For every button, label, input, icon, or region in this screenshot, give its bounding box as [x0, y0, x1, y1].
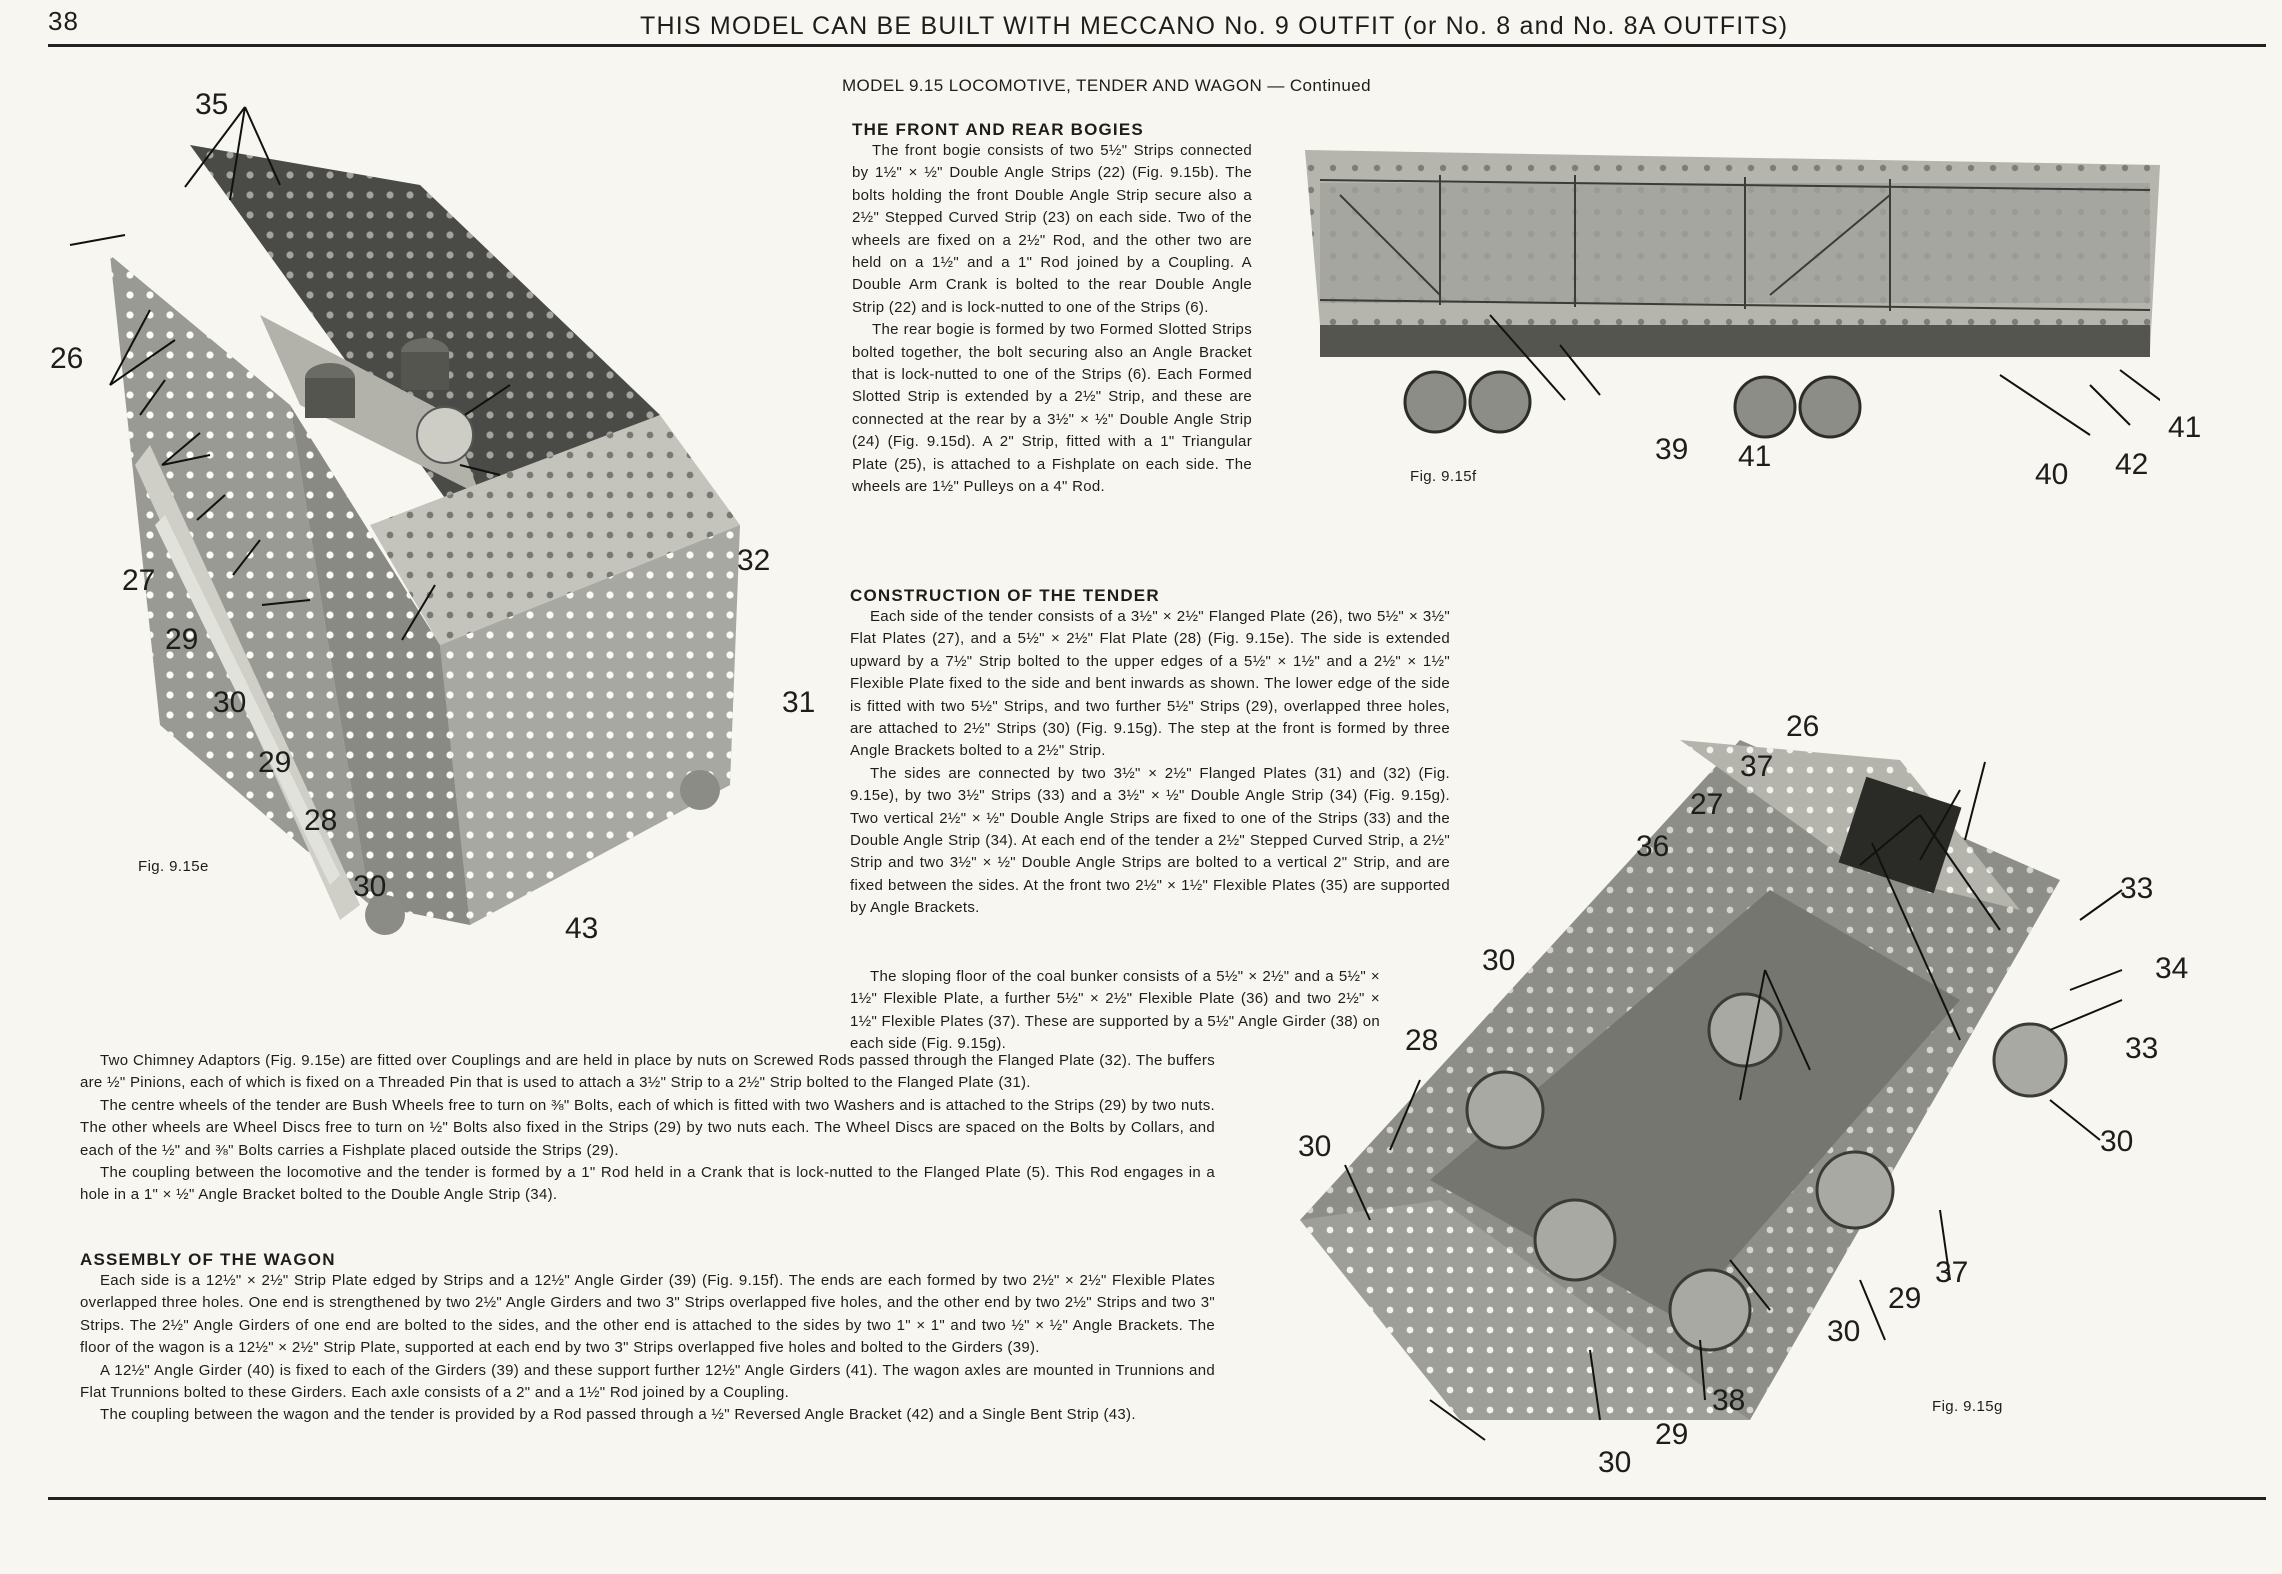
- callout-label: 32: [737, 544, 771, 577]
- callout-label: 37: [1740, 750, 1774, 783]
- callout-label: 38: [1712, 1384, 1746, 1417]
- callout-label: 42: [2115, 448, 2149, 481]
- figure-9-15e-photo: [40, 85, 840, 965]
- header-rule: [48, 44, 2266, 47]
- callout-label: 29: [1888, 1282, 1922, 1315]
- paragraph: Each side is a 12½" × 2½" Strip Plate edged by Strips and a 12½" Angle Girder (39) (Fig. 9.15f). The ends are each formed by two 2½" × 2½" Flexible Plates overlapped three holes. One end is strengthened by two 2½" Angle Girders and two 3" Strips overlapped five holes, and the other end by two 2½" Strips and two 3" Strips. The 2½" Angle Girders of one end are bolted to the sides, and the other end is attached to the sides by two 1" × 1" and two ½" × ½" Angle Brackets. The floor of the wagon is a 12½" × 2½" Strip Plate, supported at each end by two 3" Strips overlapped five holes and bolted to the Girders (39).: [80, 1272, 1215, 1357]
- callout-label: 39: [1655, 433, 1689, 466]
- figure-caption-9-15e: Fig. 9.15e: [138, 858, 209, 875]
- paragraph: A 12½" Angle Girder (40) is fixed to each of the Girders (39) and these support further 12½" Angle Girders (41). The wagon axles are mounted in Trunnions and Flat Trunnions bolted to these Girders. Each axle consists of a 2" and a 1½" Rod joined by a Coupling.: [80, 1361, 1215, 1402]
- callout-label: 40: [2035, 458, 2069, 491]
- callout-label: 30: [1827, 1315, 1861, 1348]
- callout-label: 34: [2155, 952, 2189, 985]
- paragraph: The rear bogie is formed by two Formed Slotted Strips bolted together, the bolt securing also an Angle Bracket that is lock-nutted to one of the Strips (6). Each Formed Slotted Strip is extended by a 2½" Strip, and these are connected at the rear by a 3½" × ½" Double Angle Strip (24) (Fig. 9.15d). A 2" Strip, fitted with a 1" Triangular Plate (25), is attached to a Fishplate on each side. The wheels are 1½" Pulleys on a 4" Rod.: [852, 321, 1252, 496]
- paragraph: The centre wheels of the tender are Bush Wheels free to turn on ⅜" Bolts, each of which is fitted with two Washers and is attached to the Strips (29) by two nuts. The other wheels are Wheel Discs free to turn on ½" Bolts also fixed in the Strips (29) by two nuts each. The Wheel Discs are spaced on the Bolts by Collars, and each of the ½" and ⅜" Bolts carries a Fishplate placed outside the Strips (29).: [80, 1096, 1215, 1159]
- callout-label: 43: [565, 912, 599, 945]
- paragraph: The sides are connected by two 3½" × 2½" Flanged Plates (31) and (32) (Fig. 9.15e), by two 3½" Strips (33) and a 3½" × ½" Double Angle Strip (34) (Fig. 9.15g). Two vertical 2½" × ½" Double Angle Strips are fixed to one of the Strips (33) and the Double Angle Strip (34). At each end of the tender a 2½" Stepped Curved Strip, a 2½" Strip and two 3½" × ½" Double Angle Strips are bolted to a vertical 2" Strip, and are fixed between the sides. At the front two 2½" × 1½" Flexible Plates (35) are supported by Angle Brackets.: [850, 764, 1450, 917]
- running-head: THIS MODEL CAN BE BUILT WITH MECCANO No. 9 OUTFIT (or No. 8 and No. 8A OUTFITS): [640, 12, 1789, 40]
- callout-label: 33: [2120, 872, 2154, 905]
- callout-label: 29: [1655, 1418, 1689, 1451]
- callout-label: 29: [258, 746, 292, 779]
- model-heading: MODEL 9.15 LOCOMOTIVE, TENDER AND WAGON — Continued: [842, 76, 1371, 95]
- section-heading-bogies: THE FRONT AND REAR BOGIES: [852, 120, 1144, 139]
- callout-label: 33: [2125, 1032, 2159, 1065]
- footer-rule: [48, 1497, 2266, 1500]
- figure-9-15f-photo: [1300, 135, 2160, 475]
- section-heading-tender: CONSTRUCTION OF THE TENDER: [850, 586, 1160, 605]
- callout-label: 41: [2168, 411, 2202, 444]
- callout-label: 27: [122, 564, 156, 597]
- callout-label: 36: [1636, 830, 1670, 863]
- callout-label: 29: [165, 623, 199, 656]
- paragraph: The coupling between the locomotive and the tender is formed by a 1" Rod held in a Crank that is lock-nutted to the Flanged Plate (5). This Rod engages in a hole in a 1" × ½" Angle Bracket bolted to the Double Angle Strip (34).: [80, 1164, 1215, 1204]
- callout-label: 30: [1482, 944, 1516, 977]
- callout-label: 31: [782, 686, 816, 719]
- callout-label: 30: [1598, 1446, 1632, 1479]
- callout-label: 28: [304, 804, 338, 837]
- paragraph: The sloping floor of the coal bunker consists of a 5½" × 2½" and a 5½" × 1½" Flexible Plate, a further 5½" × 2½" Flexible Plate (36) and two 2½" × 1½" Flexible Plates (37). These are supported by a 5½" Angle Girder (38) on each side (Fig. 9.15g).: [850, 968, 1380, 1053]
- paragraph: Each side of the tender consists of a 3½" × 2½" Flanged Plate (26), two 5½" × 3½" Flat Plates (27), and a 5½" × 2½" Flat Plate (28) (Fig. 9.15e). The side is extended upward by a 7½" Strip bolted to the upper edges of a 5½" × 1½" and a 2½" × 1½" Flexible Plate fixed to the side and bent inwards as shown. The lower edge of the side is fitted with two 5½" Strips, and two further 5½" Strips (29), overlapped three holes, are attached to 2½" Strips (30) (Fig. 9.15g). The step at the front is formed by three Angle Brackets bolted to a 2½" Strip.: [850, 608, 1450, 760]
- callout-label: 30: [213, 686, 247, 719]
- callout-label: 26: [50, 342, 84, 375]
- figure-caption-9-15f: Fig. 9.15f: [1410, 468, 1477, 485]
- paragraph: The coupling between the wagon and the tender is provided by a Rod passed through a ½" Reversed Angle Bracket (42) and a Single Bent Strip (43).: [100, 1406, 1136, 1424]
- callout-label: 37: [1935, 1256, 1969, 1289]
- figure-caption-9-15g: Fig. 9.15g: [1932, 1398, 2003, 1415]
- paragraph: The front bogie consists of two 5½" Strips connected by 1½" × ½" Double Angle Strips (22) (Fig. 9.15b). The bolts holding the front Double Angle Strip secure also a 2½" Stepped Curved Strip (23) on each side. Two of the wheels are fixed on a 2½" Rod, and the other two are held on a 1½" and a 1" Rod joined by a Coupling. A Double Arm Crank is bolted to the rear Double Angle Strip (22) and is lock-nutted to one of the Strips (6).: [852, 142, 1252, 316]
- paragraph: Two Chimney Adaptors (Fig. 9.15e) are fitted over Couplings and are held in place by nuts on Screwed Rods passed through the Flanged Plate (32). The buffers are ½" Pinions, each of which is fixed on a Threaded Pin that is used to attach a 3½" Strip to a 2½" Strip bolted to the Flanged Plate (31).: [80, 1052, 1215, 1092]
- callout-label: 27: [1690, 788, 1724, 821]
- callout-label: 41: [1738, 440, 1772, 473]
- section-bogies: [852, 120, 1252, 499]
- section-tender-continued: [80, 1050, 1215, 1207]
- callout-label: 28: [1405, 1024, 1439, 1057]
- page-number: 38: [48, 6, 79, 36]
- callout-label: 35: [195, 88, 229, 121]
- callout-label: 30: [1298, 1130, 1332, 1163]
- section-wagon: [80, 1250, 1215, 1427]
- callout-label: 30: [2100, 1125, 2134, 1158]
- callout-label: 26: [1786, 710, 1820, 743]
- section-heading-wagon: ASSEMBLY OF THE WAGON: [80, 1250, 336, 1269]
- callout-label: 30: [353, 870, 387, 903]
